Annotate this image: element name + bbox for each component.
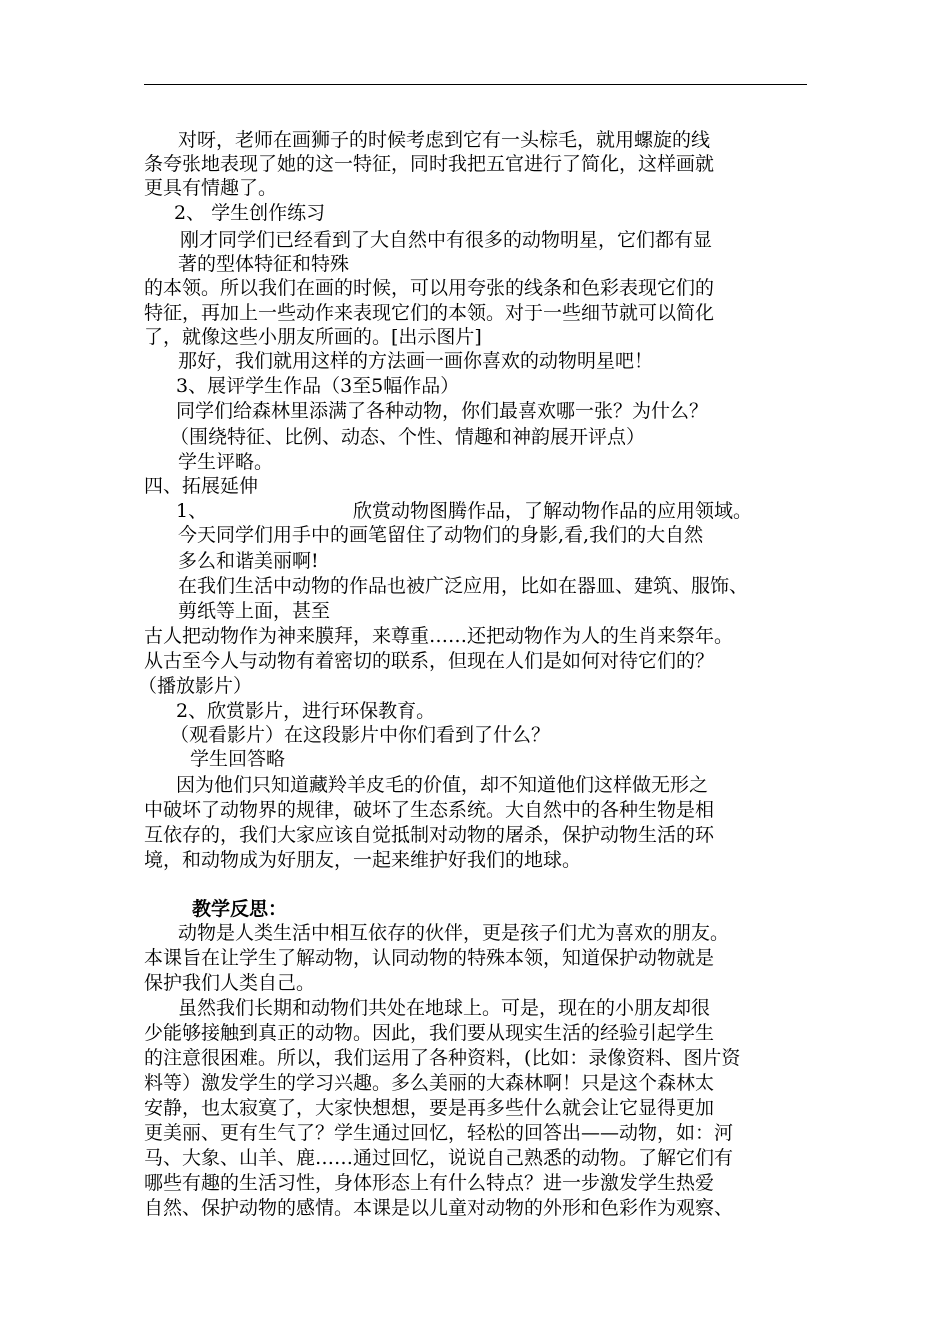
- text-line: 的注意很困难。所以，我们运用了各种资料，(比如：录像资料、图片资: [144, 1047, 741, 1069]
- text-line: 学生回答略: [190, 748, 286, 770]
- text-line: 著的型体特征和特殊: [178, 253, 350, 275]
- text-line: 哪些有趣的生活习性，身体形态上有什么特点？进一步激发学生热爱: [144, 1172, 715, 1194]
- text-line: 虽然我们长期和动物们共处在地球上。可是，现在的小朋友却很: [178, 997, 711, 1019]
- text-line: 今天同学们用手中的画笔留住了动物们的身影,看,我们的大自然: [178, 524, 704, 546]
- text-line: 更美丽、更有生气了？学生通过回忆，轻松的回答出——动物，如：河: [144, 1122, 734, 1144]
- text-line: 刚才同学们已经看到了大自然中有很多的动物明星，它们都有显: [180, 229, 713, 251]
- text-line: 2、 学生创作练习: [174, 202, 326, 224]
- text-line: 中破坏了动物界的规律，破坏了生态系统。大自然中的各种生物是相: [144, 799, 715, 821]
- text-line: 3、展评学生作品（3至5幅作品）: [176, 375, 460, 397]
- text-line: 同学们给森林里添满了各种动物，你们最喜欢哪一张？为什么？: [176, 400, 709, 422]
- list-number: 1、: [176, 500, 208, 522]
- text-line: 动物是人类生活中相互依存的伙伴，更是孩子们尤为喜欢的朋友。: [178, 922, 730, 944]
- text-line: （播放影片）: [138, 675, 253, 697]
- text-line: 欣赏动物图腾作品，了解动物作品的应用领域。: [353, 500, 753, 522]
- text-line: 因为他们只知道藏羚羊皮毛的价值，却不知道他们这样做无形之: [176, 774, 709, 796]
- text-line: 更具有情趣了。: [144, 177, 278, 199]
- text-line: 那好，我们就用这样的方法画一画你喜欢的动物明星吧！: [178, 350, 654, 372]
- text-line: 互依存的，我们大家应该自觉抵制对动物的屠杀，保护动物生活的环: [144, 824, 715, 846]
- section-heading: 四、拓展延伸: [144, 475, 259, 497]
- text-line: 本课旨在让学生了解动物，认同动物的特殊本领，知道保护动物就是: [144, 947, 715, 969]
- text-line: 从古至今人与动物有着密切的联系，但现在人们是如何对待它们的？: [144, 650, 715, 672]
- text-line: 少能够接触到真正的动物。因此，我们要从现实生活的经验引起学生: [144, 1022, 715, 1044]
- text-line: 在我们生活中动物的作品也被广泛应用，比如在器皿、建筑、服饰、: [178, 575, 749, 597]
- text-line: 保护我们人类自己。: [144, 972, 316, 994]
- text-line: （围绕特征、比例、动态、个性、情趣和神韵展开评点）: [170, 426, 646, 448]
- text-line: 2、欣赏影片，进行环保教育。: [176, 700, 436, 722]
- text-line: 条夸张地表现了她的这一特征，同时我把五官进行了简化，这样画就: [144, 153, 715, 175]
- text-line: 对呀，老师在画狮子的时候考虑到它有一头棕毛，就用螺旋的线: [178, 129, 711, 151]
- text-line: 马、大象、山羊、鹿……通过回忆，说说自己熟悉的动物。了解它们有: [144, 1147, 734, 1169]
- header-rule: [144, 84, 807, 85]
- text-line: （观看影片）在这段影片中你们看到了什么？: [170, 724, 551, 746]
- text-line: 古人把动物作为神来膜拜，来尊重……还把动物作为人的生肖来祭年。: [144, 625, 734, 647]
- text-line: 特征，再加上一些动作来表现它们的本领。对于一些细节就可以简化: [144, 302, 715, 324]
- text-line: 境，和动物成为好朋友，一起来维护好我们的地球。: [144, 849, 582, 871]
- text-line: 剪纸等上面，甚至: [178, 600, 331, 622]
- text-line: 学生评略。: [178, 451, 274, 473]
- text-line: 了，就像这些小朋友所画的。[出示图片]: [144, 326, 482, 348]
- reflection-heading: 教学反思：: [192, 898, 288, 920]
- text-line: 料等）激发学生的学习兴趣。多么美丽的大森林啊！只是这个森林太: [144, 1072, 715, 1094]
- text-line: 多么和谐美丽啊!: [178, 550, 319, 572]
- text-line: 自然、保护动物的感情。本课是以儿童对动物的外形和色彩作为观察、: [144, 1197, 734, 1219]
- text-line: 的本领。所以我们在画的时候，可以用夸张的线条和色彩表现它们的: [144, 277, 715, 299]
- text-line: 安静，也太寂寞了，大家快想想，要是再多些什么就会让它显得更加: [144, 1097, 715, 1119]
